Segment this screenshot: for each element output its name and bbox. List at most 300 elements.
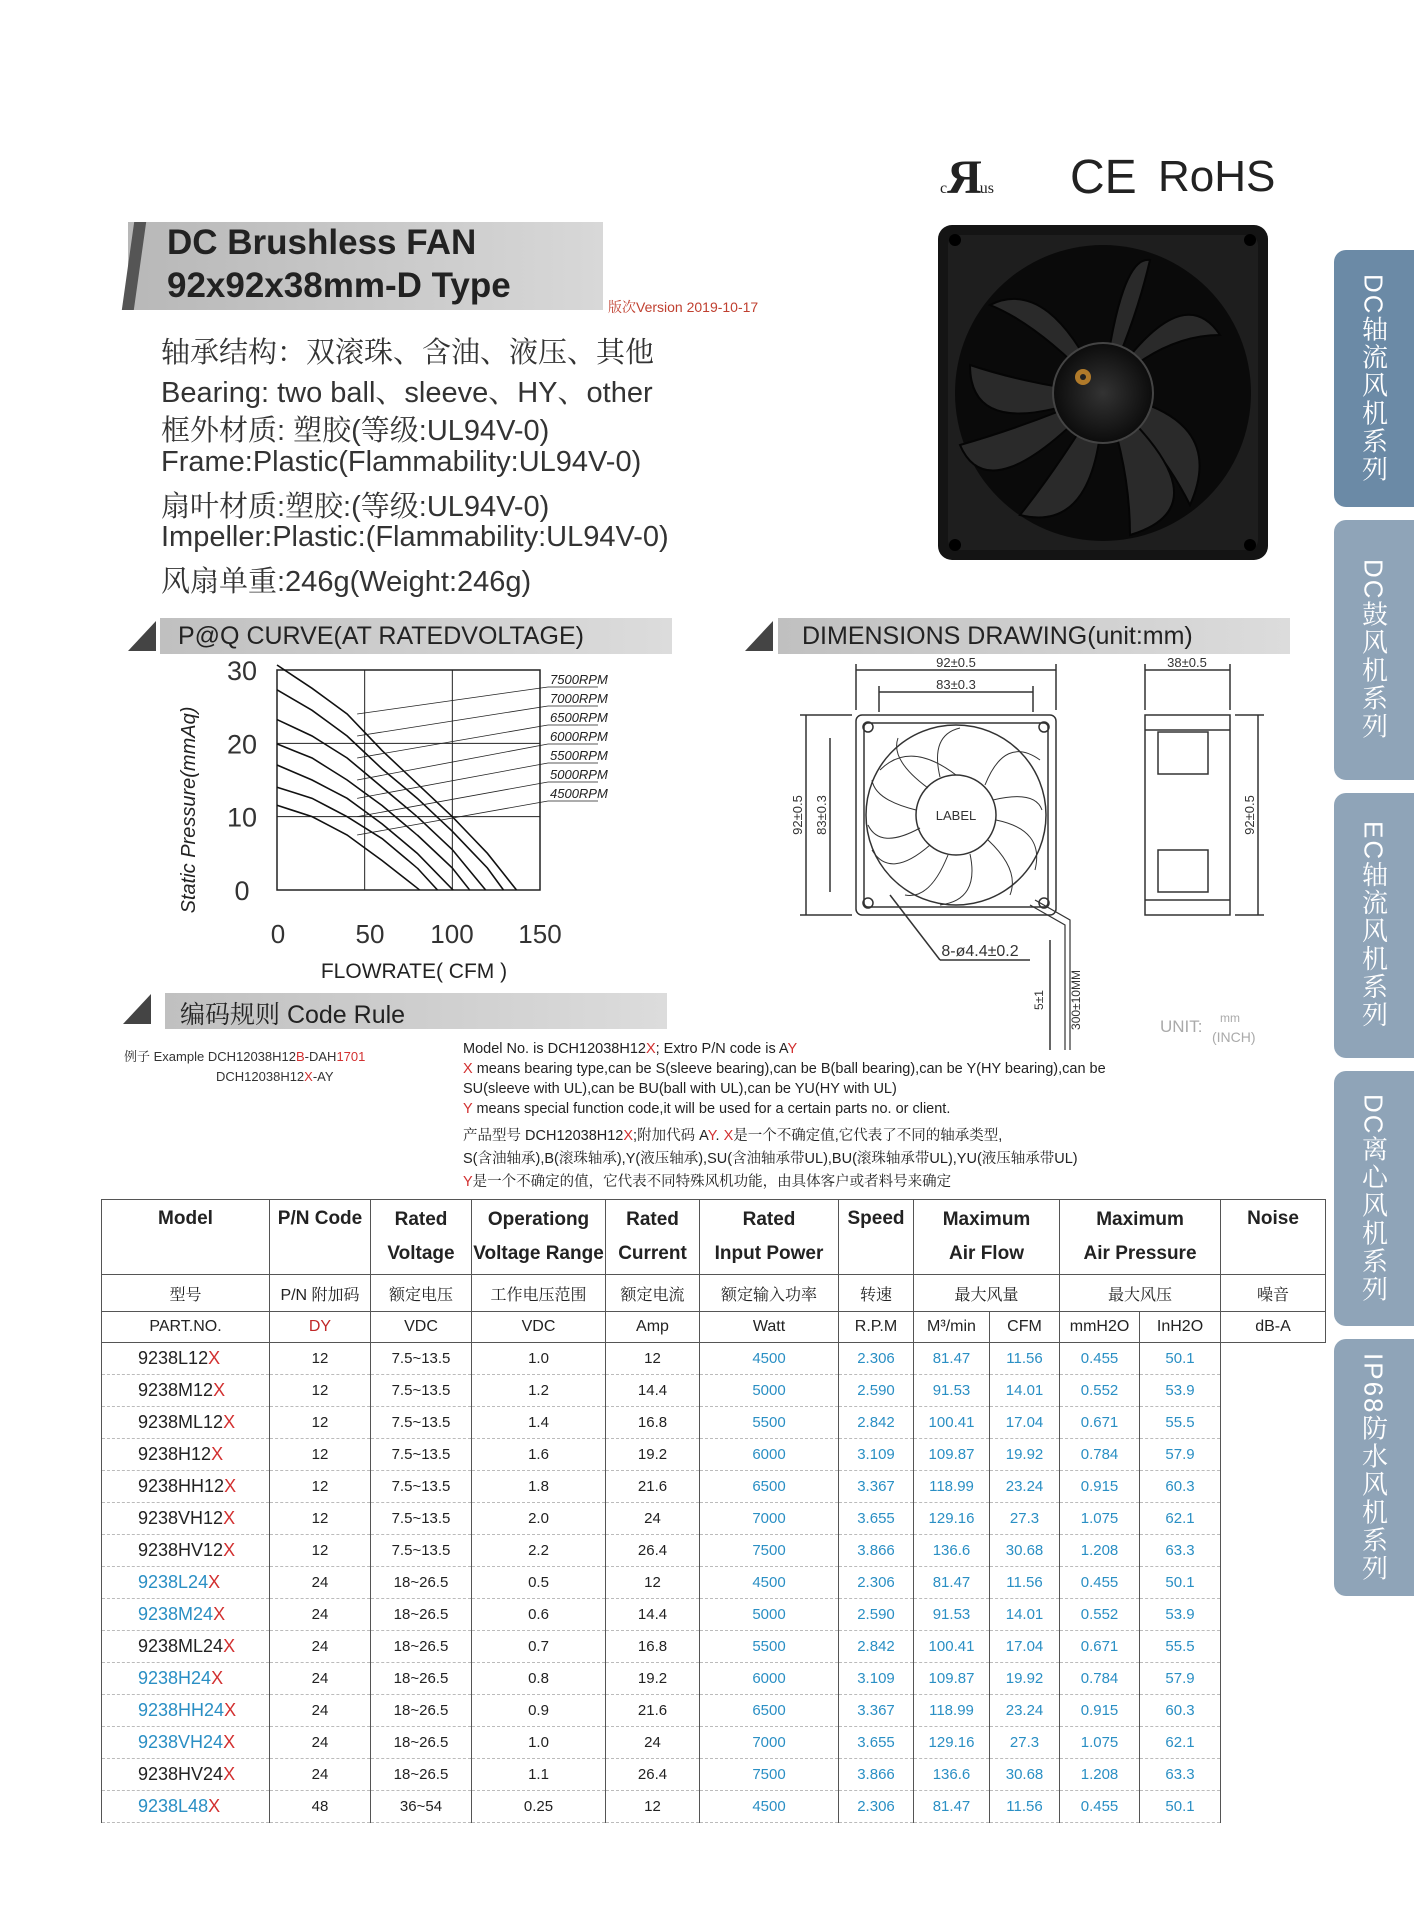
side-tab-dc-blower[interactable]: DC鼓风机系列 <box>1334 520 1414 780</box>
model-suffix: X <box>208 1796 221 1816</box>
row-db: 63.3 <box>1140 1759 1221 1791</box>
series-line-7000rpm <box>277 690 503 890</box>
row-m3: 3.367 <box>839 1695 914 1727</box>
table-row <box>102 1663 1326 1695</box>
row-rpm: 4500 <box>700 1791 839 1823</box>
row-range: 18~26.5 <box>371 1727 472 1759</box>
row-watt: 12 <box>606 1567 700 1599</box>
row-v: 24 <box>270 1567 371 1599</box>
code-example-2: DCH12038H12X-AY <box>216 1069 334 1084</box>
dim-section-marker <box>745 621 773 651</box>
side-tab-dc-axial[interactable]: DC轴流风机系列 <box>1334 250 1414 507</box>
row-db: 63.3 <box>1140 1535 1221 1567</box>
row-watt: 16.8 <box>606 1407 700 1439</box>
row-amp: 1.0 <box>472 1343 606 1375</box>
dim-outer-height: 92±0.5 <box>790 795 805 835</box>
row-inh2o: 0.455 <box>1060 1343 1140 1375</box>
row-v: 12 <box>270 1471 371 1503</box>
table-row <box>102 1695 1326 1727</box>
row-rpm: 6500 <box>700 1695 839 1727</box>
row-watt: 21.6 <box>606 1471 700 1503</box>
row-watt: 14.4 <box>606 1375 700 1407</box>
spec-weight: 风扇单重:246g(Weight:246g) <box>161 566 532 598</box>
row-db: 60.3 <box>1140 1471 1221 1503</box>
legend-label: 5500RPM <box>550 748 608 763</box>
model-suffix: X <box>223 1412 236 1432</box>
row-watt: 24 <box>606 1503 700 1535</box>
row-watt: 16.8 <box>606 1631 700 1663</box>
row-range: 18~26.5 <box>371 1599 472 1631</box>
row-inh2o: 0.671 <box>1060 1631 1140 1663</box>
row-watt: 19.2 <box>606 1663 700 1695</box>
row-watt: 26.4 <box>606 1535 700 1567</box>
chart-legend <box>357 672 608 835</box>
table-row <box>102 1439 1326 1471</box>
model-suffix: X <box>223 1764 236 1784</box>
model-suffix: X <box>223 1508 236 1528</box>
row-range: 7.5~13.5 <box>371 1375 472 1407</box>
row-m3: 2.842 <box>839 1631 914 1663</box>
row-v: 24 <box>270 1631 371 1663</box>
row-model <box>102 1567 270 1599</box>
row-cfm: 81.47 <box>914 1343 990 1375</box>
row-watt: 19.2 <box>606 1439 700 1471</box>
header-rated-power: Rated Input Power <box>700 1200 839 1275</box>
row-db: 57.9 <box>1140 1439 1221 1471</box>
row-watt: 26.4 <box>606 1759 700 1791</box>
table-row <box>102 1503 1326 1535</box>
row-mmh2o: 11.56 <box>990 1791 1060 1823</box>
row-mmh2o: 11.56 <box>990 1343 1060 1375</box>
legend-label: 7500RPM <box>550 672 608 687</box>
dim-depth: 38±0.5 <box>1167 655 1207 670</box>
row-m3: 3.866 <box>839 1759 914 1791</box>
row-range: 18~26.5 <box>371 1631 472 1663</box>
chart-series <box>277 665 517 890</box>
table-row <box>102 1535 1326 1567</box>
row-cfm: 118.99 <box>914 1471 990 1503</box>
row-rpm: 6500 <box>700 1471 839 1503</box>
header-pn: P/N Code <box>270 1200 371 1275</box>
row-model <box>102 1727 270 1759</box>
row-inh2o: 0.784 <box>1060 1439 1140 1471</box>
model-suffix: X <box>223 1540 236 1560</box>
x-tick-label: 0 <box>270 919 286 949</box>
model-number: 9238ML12 <box>138 1412 224 1432</box>
row-m3: 3.109 <box>839 1663 914 1695</box>
unit-power: Watt <box>700 1312 839 1343</box>
dim-lead-length: 300±10MM <box>1069 970 1083 1030</box>
table-row <box>102 1599 1326 1631</box>
row-mmh2o: 23.24 <box>990 1695 1060 1727</box>
row-model <box>102 1759 270 1791</box>
model-number: 9238L48 <box>138 1796 209 1816</box>
table-cn-header-row <box>102 1275 1326 1312</box>
pq-section-title: P@Q CURVE(AT RATEDVOLTAGE) <box>178 622 584 650</box>
fan-label-area: LABEL <box>935 808 977 823</box>
row-db: 50.1 <box>1140 1343 1221 1375</box>
row-v: 12 <box>270 1503 371 1535</box>
row-inh2o: 0.915 <box>1060 1471 1140 1503</box>
row-m3: 3.655 <box>839 1503 914 1535</box>
model-suffix: X <box>211 1444 224 1464</box>
row-amp: 1.6 <box>472 1439 606 1471</box>
dimensions-drawing <box>780 650 1280 1050</box>
row-m3: 2.306 <box>839 1791 914 1823</box>
row-model <box>102 1439 270 1471</box>
row-mmh2o: 27.3 <box>990 1727 1060 1759</box>
row-range: 18~26.5 <box>371 1759 472 1791</box>
rohs-mark: RoHS <box>1158 152 1276 201</box>
row-rpm: 5500 <box>700 1407 839 1439</box>
row-amp: 0.8 <box>472 1663 606 1695</box>
model-number: 9238H24 <box>138 1668 212 1688</box>
row-rpm: 5500 <box>700 1631 839 1663</box>
row-watt: 12 <box>606 1791 700 1823</box>
row-cfm: 81.47 <box>914 1567 990 1599</box>
chart-y-axis-label: Static Pressure(mmAq) <box>178 706 200 914</box>
header-noise: Noise <box>1221 1200 1326 1275</box>
code-rule-line-5: 产品型号 DCH12038H12X;附加代码 AY. X是一个不确定值,它代表了不同的轴承类型, <box>463 1128 1003 1144</box>
unit-pressure-in: InH2O <box>1140 1312 1221 1343</box>
model-number: 9238L12 <box>138 1348 209 1368</box>
table-row <box>102 1343 1326 1375</box>
model-number: 9238H12 <box>138 1444 212 1464</box>
row-model <box>102 1535 270 1567</box>
cn-header-pn: P/N 附加码 <box>270 1275 371 1312</box>
legend-label: 5000RPM <box>550 767 608 782</box>
row-range: 18~26.5 <box>371 1695 472 1727</box>
code-rule-line-2: X means bearing type,can be S(sleeve bearing),can be B(ball bearing),can be Y(HY bearing),can be <box>463 1061 1106 1077</box>
row-inh2o: 0.784 <box>1060 1663 1140 1695</box>
row-v: 12 <box>270 1343 371 1375</box>
header-speed: Speed <box>839 1200 914 1275</box>
model-number: 9238VH12 <box>138 1508 224 1528</box>
row-v: 12 <box>270 1439 371 1471</box>
legend-label: 7000RPM <box>550 691 608 706</box>
header-voltage-range: Operationg Voltage Range <box>472 1200 606 1275</box>
row-rpm: 7000 <box>700 1727 839 1759</box>
cn-header-voltage-range: 工作电压范围 <box>472 1275 606 1312</box>
row-cfm: 100.41 <box>914 1631 990 1663</box>
row-amp: 0.7 <box>472 1631 606 1663</box>
product-subtitle: 92x92x38mm-D Type <box>167 266 511 305</box>
side-tab-ip68[interactable]: IP68防水风机系列 <box>1334 1339 1414 1596</box>
model-number: 9238HH12 <box>138 1476 225 1496</box>
unit-airflow-m3: M³/min <box>914 1312 990 1343</box>
code-rule-line-3: SU(sleeve with UL),can be BU(ball with UL),can be YU(HY with UL) <box>463 1081 897 1097</box>
code-rule-line-6: S(含油轴承),B(滚珠轴承),Y(液压轴承),SU(含油轴承带UL),BU(滚珠轴承带UL),YU(液压轴承带UL) <box>463 1151 1078 1167</box>
row-model <box>102 1695 270 1727</box>
model-suffix: X <box>223 1732 236 1752</box>
unit-mm: mm <box>1220 1011 1240 1025</box>
model-number: 9238VH24 <box>138 1732 224 1752</box>
row-model <box>102 1407 270 1439</box>
spec-impeller-en: Impeller:Plastic:(Flammability:UL94V-0) <box>161 521 669 553</box>
row-model <box>102 1599 270 1631</box>
pn-code-cell: DY <box>270 1312 371 1343</box>
row-mmh2o: 17.04 <box>990 1631 1060 1663</box>
row-inh2o: 1.075 <box>1060 1503 1140 1535</box>
x-tick-label: 150 <box>518 919 562 949</box>
legend-label: 6000RPM <box>550 729 608 744</box>
header-air-pressure: Maximum Air Pressure <box>1060 1200 1221 1275</box>
model-number: 9238HV12 <box>138 1540 224 1560</box>
product-title: DC Brushless FAN <box>167 223 477 262</box>
row-mmh2o: 14.01 <box>990 1375 1060 1407</box>
row-cfm: 129.16 <box>914 1503 990 1535</box>
series-line-5000rpm <box>277 787 437 890</box>
spec-frame-en: Frame:Plastic(Flammability:UL94V-0) <box>161 446 642 478</box>
chart-grid <box>277 670 540 890</box>
row-v: 24 <box>270 1727 371 1759</box>
table-header-row <box>102 1200 1326 1275</box>
row-model <box>102 1375 270 1407</box>
cn-header-rated-voltage: 额定电压 <box>371 1275 472 1312</box>
x-tick-label: 100 <box>430 919 474 949</box>
row-m3: 2.590 <box>839 1375 914 1407</box>
row-m3: 3.866 <box>839 1535 914 1567</box>
header-rated-voltage: Rated Voltage <box>371 1200 472 1275</box>
code-rule-line-4: Y means special function code,it will be used for a certain parts no. or client. <box>463 1101 951 1117</box>
row-rpm: 7000 <box>700 1503 839 1535</box>
row-range: 7.5~13.5 <box>371 1407 472 1439</box>
table-row <box>102 1567 1326 1599</box>
row-db: 62.1 <box>1140 1503 1221 1535</box>
row-rpm: 7500 <box>700 1535 839 1567</box>
row-db: 57.9 <box>1140 1663 1221 1695</box>
row-amp: 0.5 <box>472 1567 606 1599</box>
row-v: 12 <box>270 1375 371 1407</box>
model-number: 9238HH24 <box>138 1700 225 1720</box>
unit-inch: (INCH) <box>1212 1029 1256 1045</box>
model-number: 9238M12 <box>138 1380 214 1400</box>
row-cfm: 118.99 <box>914 1695 990 1727</box>
row-amp: 2.0 <box>472 1503 606 1535</box>
unit-model: PART.NO. <box>102 1312 270 1343</box>
cn-header-model: 型号 <box>102 1275 270 1312</box>
row-v: 48 <box>270 1791 371 1823</box>
unit-voltage-range: VDC <box>472 1312 606 1343</box>
row-range: 18~26.5 <box>371 1567 472 1599</box>
row-db: 50.1 <box>1140 1791 1221 1823</box>
spec-bearing-en: Bearing: two ball、sleeve、HY、other <box>161 377 653 409</box>
fan-product-photo <box>930 215 1275 570</box>
row-db: 55.5 <box>1140 1407 1221 1439</box>
legend-label: 4500RPM <box>550 786 608 801</box>
pq-section-marker <box>128 621 156 651</box>
row-mmh2o: 27.3 <box>990 1503 1060 1535</box>
row-cfm: 91.53 <box>914 1599 990 1631</box>
model-suffix: X <box>208 1348 221 1368</box>
row-inh2o: 0.915 <box>1060 1695 1140 1727</box>
row-range: 7.5~13.5 <box>371 1343 472 1375</box>
chart-x-axis-label: FLOWRATE( CFM ) <box>320 960 508 983</box>
unit-pressure-mm: mmH2O <box>1060 1312 1140 1343</box>
unit-noise: dB-A <box>1221 1312 1326 1343</box>
spec-frame-cn: 框外材质: 塑胶(等级:UL94V-0) <box>161 415 550 447</box>
code-example-1: 例子 Example DCH12038H12B-DAH1701 <box>124 1049 366 1064</box>
row-cfm: 136.6 <box>914 1535 990 1567</box>
row-mmh2o: 11.56 <box>990 1567 1060 1599</box>
model-suffix: X <box>213 1380 226 1400</box>
table-row <box>102 1759 1326 1791</box>
code-rule-line-1: Model No. is DCH12038H12X; Extro P/N code is AY <box>463 1041 798 1057</box>
row-amp: 2.2 <box>472 1535 606 1567</box>
model-number: 9238M24 <box>138 1604 214 1624</box>
table-row <box>102 1727 1326 1759</box>
row-mmh2o: 17.04 <box>990 1407 1060 1439</box>
row-range: 7.5~13.5 <box>371 1503 472 1535</box>
y-tick-label: 0 <box>234 876 250 906</box>
row-inh2o: 1.075 <box>1060 1727 1140 1759</box>
header-rated-current: Rated Current <box>606 1200 700 1275</box>
row-amp: 1.4 <box>472 1407 606 1439</box>
dim-outer-width: 92±0.5 <box>936 655 976 670</box>
row-inh2o: 0.455 <box>1060 1791 1140 1823</box>
model-suffix: X <box>223 1636 236 1656</box>
y-tick-label: 10 <box>226 802 258 833</box>
spec-table <box>101 1199 1326 1823</box>
dim-side-height: 92±0.5 <box>1242 795 1257 835</box>
row-rpm: 5000 <box>700 1375 839 1407</box>
row-watt: 12 <box>606 1343 700 1375</box>
row-m3: 2.306 <box>839 1567 914 1599</box>
row-cfm: 129.16 <box>914 1727 990 1759</box>
unit-current: Amp <box>606 1312 700 1343</box>
row-db: 53.9 <box>1140 1599 1221 1631</box>
dim-inner-width: 83±0.3 <box>936 677 976 692</box>
model-suffix: X <box>224 1700 237 1720</box>
row-m3: 2.306 <box>839 1343 914 1375</box>
row-model <box>102 1631 270 1663</box>
row-inh2o: 0.552 <box>1060 1375 1140 1407</box>
row-db: 60.3 <box>1140 1695 1221 1727</box>
dim-mount-holes: 8-ø4.4±0.2 <box>941 943 1019 960</box>
y-tick-label: 20 <box>226 729 258 760</box>
table-row <box>102 1631 1326 1663</box>
row-rpm: 6000 <box>700 1663 839 1695</box>
row-inh2o: 1.208 <box>1060 1759 1140 1791</box>
unit-label: UNIT: <box>1160 1017 1203 1036</box>
row-mmh2o: 30.68 <box>990 1759 1060 1791</box>
table-row <box>102 1471 1326 1503</box>
series-line-7500rpm <box>277 665 517 890</box>
side-tab-dc-centrifugal[interactable]: DC离心风机系列 <box>1334 1071 1414 1326</box>
row-model <box>102 1471 270 1503</box>
model-suffix: X <box>224 1476 237 1496</box>
row-v: 12 <box>270 1407 371 1439</box>
row-inh2o: 0.455 <box>1060 1567 1140 1599</box>
row-cfm: 109.87 <box>914 1663 990 1695</box>
row-range: 7.5~13.5 <box>371 1439 472 1471</box>
row-cfm: 136.6 <box>914 1759 990 1791</box>
table-units-row <box>102 1312 1326 1343</box>
row-amp: 1.1 <box>472 1759 606 1791</box>
code-rule-marker <box>123 994 151 1024</box>
dim-strip-length: 5±1 <box>1032 990 1046 1010</box>
cn-header-pressure: 最大风压 <box>1060 1275 1221 1312</box>
row-inh2o: 0.552 <box>1060 1599 1140 1631</box>
row-m3: 3.367 <box>839 1471 914 1503</box>
unit-speed: R.P.M <box>839 1312 914 1343</box>
row-mmh2o: 23.24 <box>990 1471 1060 1503</box>
unit-airflow-cfm: CFM <box>990 1312 1060 1343</box>
row-model <box>102 1343 270 1375</box>
row-model <box>102 1503 270 1535</box>
table-row <box>102 1375 1326 1407</box>
row-m3: 3.655 <box>839 1727 914 1759</box>
row-mmh2o: 14.01 <box>990 1599 1060 1631</box>
row-db: 62.1 <box>1140 1727 1221 1759</box>
side-tab-ec-axial[interactable]: EC轴流风机系列 <box>1334 793 1414 1058</box>
row-model <box>102 1663 270 1695</box>
row-range: 36~54 <box>371 1791 472 1823</box>
certification-logos <box>940 140 1276 210</box>
row-mmh2o: 30.68 <box>990 1535 1060 1567</box>
row-rpm: 7500 <box>700 1759 839 1791</box>
row-rpm: 5000 <box>700 1599 839 1631</box>
row-amp: 1.0 <box>472 1727 606 1759</box>
table-row <box>102 1407 1326 1439</box>
model-suffix: X <box>211 1668 224 1688</box>
cn-header-noise: 噪音 <box>1221 1275 1326 1312</box>
row-inh2o: 1.208 <box>1060 1535 1140 1567</box>
row-range: 7.5~13.5 <box>371 1535 472 1567</box>
row-db: 55.5 <box>1140 1631 1221 1663</box>
row-watt: 14.4 <box>606 1599 700 1631</box>
pq-curve-chart <box>150 660 650 990</box>
row-range: 7.5~13.5 <box>371 1471 472 1503</box>
cn-header-current: 额定电流 <box>606 1275 700 1312</box>
row-m3: 2.590 <box>839 1599 914 1631</box>
row-mmh2o: 19.92 <box>990 1439 1060 1471</box>
row-cfm: 91.53 <box>914 1375 990 1407</box>
model-suffix: X <box>208 1572 221 1592</box>
legend-label: 6500RPM <box>550 710 608 725</box>
header-airflow: Maximum Air Flow <box>914 1200 1060 1275</box>
row-v: 24 <box>270 1759 371 1791</box>
row-v: 24 <box>270 1695 371 1727</box>
row-m3: 3.109 <box>839 1439 914 1471</box>
model-suffix: X <box>213 1604 226 1624</box>
row-rpm: 6000 <box>700 1439 839 1471</box>
cn-header-speed: 转速 <box>839 1275 914 1312</box>
chart-frame <box>277 670 540 890</box>
row-db: 50.1 <box>1140 1567 1221 1599</box>
ul-mark: cЯus <box>940 151 995 204</box>
row-inh2o: 0.671 <box>1060 1407 1140 1439</box>
model-number: 9238L24 <box>138 1572 209 1592</box>
row-v: 24 <box>270 1663 371 1695</box>
row-db: 53.9 <box>1140 1375 1221 1407</box>
dim-inner-height: 83±0.3 <box>814 795 829 835</box>
table-row <box>102 1791 1326 1823</box>
row-cfm: 81.47 <box>914 1791 990 1823</box>
row-amp: 1.2 <box>472 1375 606 1407</box>
row-range: 18~26.5 <box>371 1663 472 1695</box>
model-number: 9238HV24 <box>138 1764 224 1784</box>
row-m3: 2.842 <box>839 1407 914 1439</box>
row-mmh2o: 19.92 <box>990 1663 1060 1695</box>
x-tick-label: 50 <box>355 919 385 949</box>
dim-section-title: DIMENSIONS DRAWING(unit:mm) <box>802 622 1193 650</box>
ce-mark: CE <box>1070 151 1137 204</box>
row-watt: 21.6 <box>606 1695 700 1727</box>
row-cfm: 100.41 <box>914 1407 990 1439</box>
row-amp: 1.8 <box>472 1471 606 1503</box>
header-model: Model <box>102 1200 270 1275</box>
